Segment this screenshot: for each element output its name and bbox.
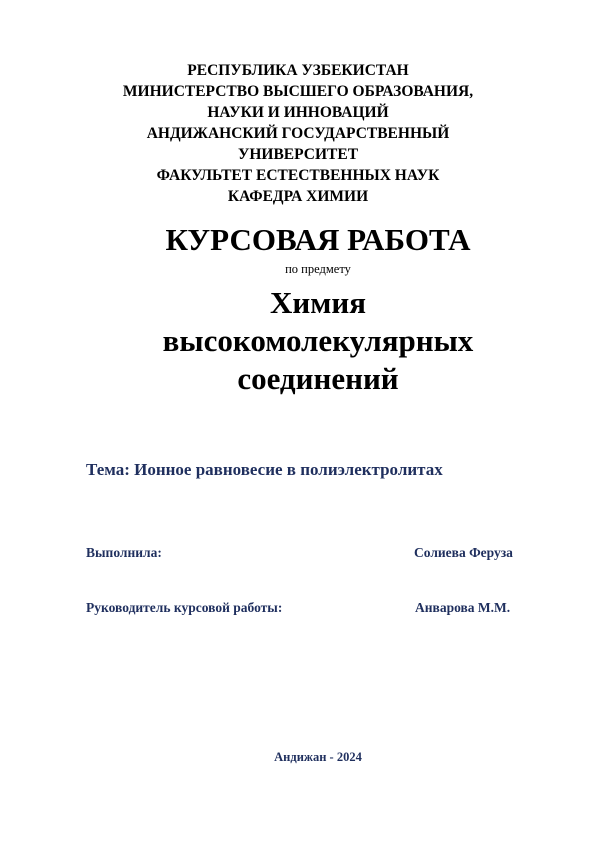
performer-label: Выполнила: bbox=[86, 545, 162, 560]
institution-header bbox=[0, 60, 596, 207]
topic-line: Тема: Ионное равновесие в полиэлектролитах bbox=[86, 460, 443, 479]
subject-intro: по предмету bbox=[285, 262, 351, 276]
header-ministry-line-1: МИНИСТЕРСТВО ВЫСШЕГО ОБРАЗОВАНИЯ, bbox=[122, 83, 474, 100]
subject-title-line-3: соединений bbox=[237, 361, 399, 396]
header-university-line-1: АНДИЖАНСКИЙ ГОСУДАРСТВЕННЫЙ bbox=[146, 125, 450, 142]
header-country: РЕСПУБЛИКА УЗБЕКИСТАН bbox=[187, 62, 409, 79]
subject-title-line-2: высокомолекулярных bbox=[162, 323, 474, 358]
subject-title bbox=[0, 284, 596, 398]
header-faculty: ФАКУЛЬТЕТ ЕСТЕСТВЕННЫХ НАУК bbox=[156, 167, 440, 184]
supervisor-name: Анварова М.М. bbox=[415, 600, 511, 615]
city-year-footer: Андижан - 2024 bbox=[274, 750, 362, 764]
subject-title-line-1: Химия bbox=[270, 285, 366, 320]
header-ministry-line-2: НАУКИ И ИННОВАЦИЙ bbox=[207, 104, 389, 121]
header-department: КАФЕДРА ХИМИИ bbox=[227, 188, 369, 205]
performer-name: Солиева Феруза bbox=[414, 545, 513, 560]
document-type-title: КУРСОВАЯ РАБОТА bbox=[165, 222, 471, 257]
header-university-line-2: УНИВЕРСИТЕТ bbox=[237, 146, 359, 163]
supervisor-label: Руководитель курсовой работы: bbox=[86, 600, 283, 615]
